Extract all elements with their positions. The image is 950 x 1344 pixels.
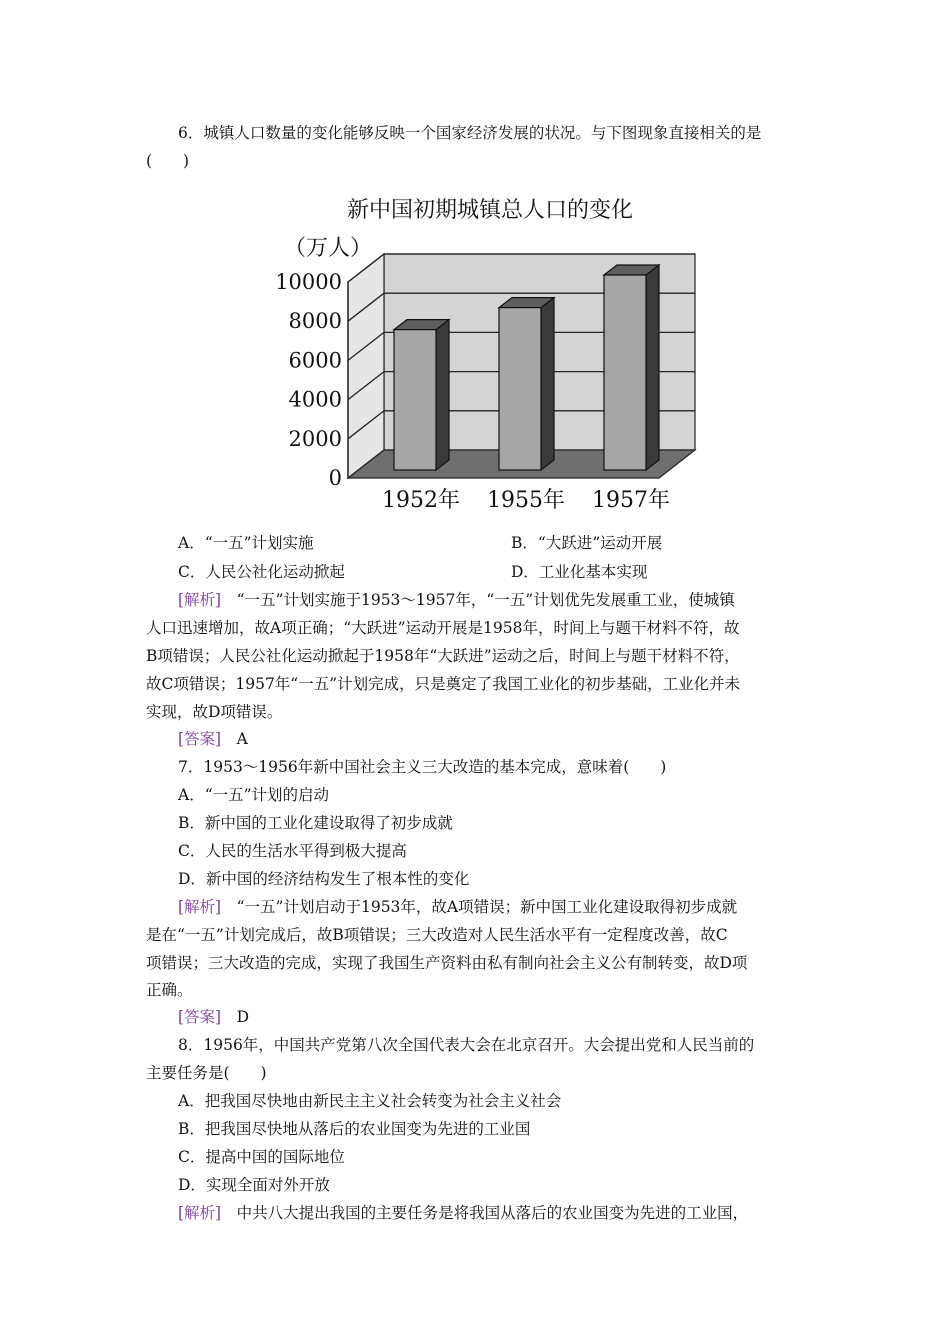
q6-analysis-line1 bbox=[178, 590, 735, 610]
q6-stem-line2: ( ) bbox=[146, 152, 190, 170]
q6-analysis-line4: 故C项错误；1957年“一五”计划完成，只是奠定了我国工业化的初步基础，工业化并未 bbox=[146, 675, 741, 693]
q7-analysis-line4: 正确。 bbox=[146, 981, 193, 999]
q7-option-b: B．新中国的工业化建设取得了初步成就 bbox=[178, 814, 453, 832]
q8-stem-line1: 8．1956年，中国共产党第八次全国代表大会在北京召开。大会提出党和人民当前的 bbox=[178, 1036, 755, 1054]
x-tick-label: 1957年 bbox=[592, 488, 670, 513]
answer-tag: [答案] bbox=[178, 730, 222, 748]
q8-option-d: D．实现全面对外开放 bbox=[178, 1176, 330, 1194]
chart-y-unit-label: （万人） bbox=[284, 236, 373, 261]
bar bbox=[604, 275, 646, 470]
bar bbox=[499, 308, 541, 470]
x-tick-label: 1955年 bbox=[487, 488, 565, 513]
q6-analysis-line5: 实现，故D项错误。 bbox=[146, 703, 283, 721]
q7-answer: D bbox=[236, 1008, 250, 1026]
chart-plot-area bbox=[275, 254, 695, 513]
y-tick-label: 10000 bbox=[275, 270, 342, 294]
y-tick-label: 6000 bbox=[288, 348, 342, 373]
q6-stem-line1: 6．城镇人口数量的变化能够反映一个国家经济发展的状况。与下图现象直接相关的是 bbox=[178, 124, 762, 142]
q6-option-a: A．“一五”计划实施 bbox=[178, 534, 314, 552]
q6-analysis-line3: B项错误；人民公社化运动掀起于1958年“大跃进”运动之后，时间上与题干材料不符， bbox=[146, 647, 740, 665]
q8-stem-line2: 主要任务是( ) bbox=[146, 1064, 267, 1082]
y-tick-label: 0 bbox=[328, 466, 342, 490]
y-tick-label: 2000 bbox=[288, 426, 342, 451]
chart-side-wall bbox=[348, 254, 384, 478]
bar-side bbox=[436, 320, 449, 470]
q7-analysis-text1: “一五”计划启动于1953年，故A项错误；新中国工业化建设取得初步成就 bbox=[236, 898, 738, 916]
q7-analysis-line3: 项错误；三大改造的完成，实现了我国生产资料由私有制向社会主义公有制转变，故D项 bbox=[146, 954, 748, 972]
q6-option-b: B．“大跃进”运动开展 bbox=[511, 534, 663, 552]
q7-option-a: A．“一五”计划的启动 bbox=[178, 786, 330, 804]
q6-option-c: C．人民公社化运动掀起 bbox=[178, 563, 345, 581]
q7-option-d: D．新中国的经济结构发生了根本性的变化 bbox=[178, 870, 470, 888]
q7-stem: 7．1953～1956年新中国社会主义三大改造的基本完成，意味着( ) bbox=[178, 758, 667, 776]
y-tick-label: 4000 bbox=[288, 387, 342, 412]
y-tick-label: 8000 bbox=[288, 309, 342, 334]
bar-side bbox=[646, 265, 659, 470]
analysis-tag: [解析] bbox=[178, 591, 222, 609]
q8-option-a: A．把我国尽快地由新民主主义社会转变为社会主义社会 bbox=[178, 1092, 562, 1110]
q6-analysis-text1: “一五”计划实施于1953～1957年，“一五”计划优先发展重工业，使城镇 bbox=[236, 591, 735, 609]
q8-analysis-line1 bbox=[178, 1203, 748, 1223]
x-tick-label: 1952年 bbox=[382, 488, 460, 513]
q6-answer: A bbox=[236, 730, 248, 748]
q6-answer-line bbox=[178, 729, 248, 749]
answer-tag: [答案] bbox=[178, 1008, 222, 1026]
bar bbox=[394, 330, 436, 470]
q7-analysis-line2: 是在“一五”计划完成后，故B项错误；三大改造对人民生活水平有一定程度改善，故C bbox=[146, 926, 728, 944]
q7-option-c: C．人民的生活水平得到极大提高 bbox=[178, 842, 407, 860]
q7-answer-line bbox=[178, 1007, 249, 1027]
q6-analysis-line2: 人口迅速增加，故A项正确；“大跃进”运动开展是1958年，时间上与题干材料不符，故 bbox=[146, 619, 740, 637]
q8-option-c: C．提高中国的国际地位 bbox=[178, 1148, 345, 1166]
q6-option-d: D．工业化基本实现 bbox=[511, 563, 648, 581]
urban-population-chart bbox=[270, 185, 710, 520]
chart-title: 新中国初期城镇总人口的变化 bbox=[346, 198, 634, 223]
bar-side bbox=[541, 298, 554, 470]
q8-option-b: B．把我国尽快地从落后的农业国变为先进的工业国 bbox=[178, 1120, 531, 1138]
q7-analysis-line1 bbox=[178, 897, 737, 917]
analysis-tag: [解析] bbox=[178, 1204, 222, 1222]
analysis-tag: [解析] bbox=[178, 898, 222, 916]
q8-analysis-text1: 中共八大提出我国的主要任务是将我国从落后的农业国变为先进的工业国， bbox=[236, 1204, 749, 1222]
